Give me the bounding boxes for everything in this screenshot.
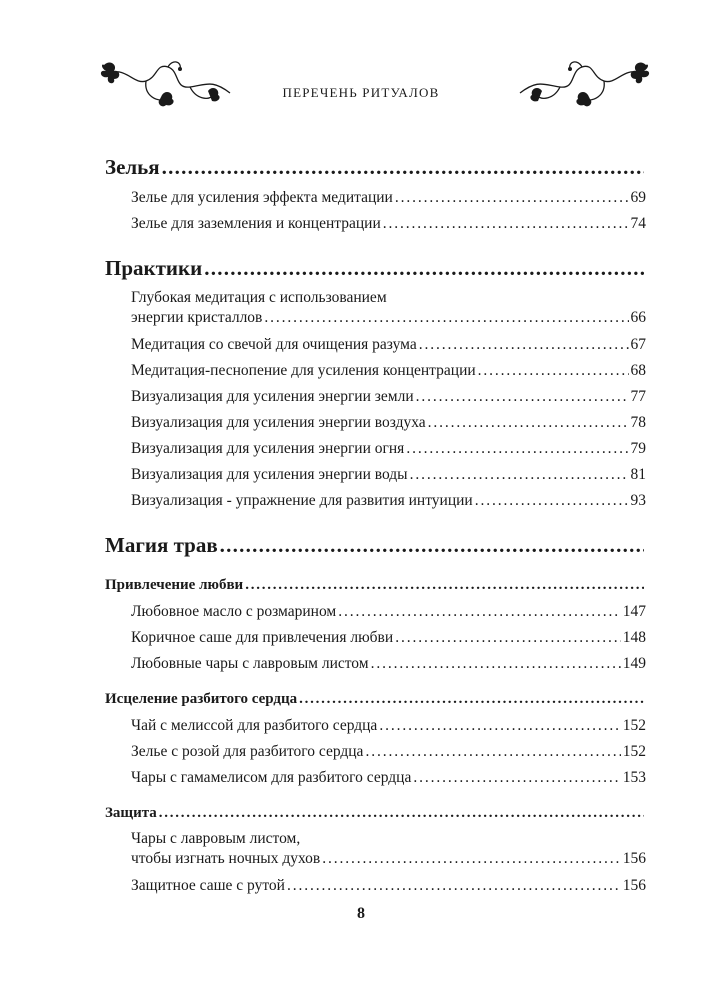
entry-page: 81 — [630, 466, 646, 483]
toc-entry — [105, 765, 646, 791]
toc-entry — [105, 599, 646, 625]
entry-page: 148 — [622, 629, 646, 646]
toc-entry — [105, 739, 646, 765]
subsection-title: Привлечение любви — [105, 577, 244, 593]
toc-entry — [105, 358, 646, 384]
leader-dots — [416, 384, 629, 410]
leader-dots — [428, 410, 629, 436]
entry-title: Визуализация для усиления энергии воды — [131, 466, 408, 483]
entry-page: 74 — [630, 215, 646, 232]
leader-dots — [245, 571, 644, 599]
leader-dots — [365, 739, 620, 765]
entry-title: Чары с гамамелисом для разбитого сердца — [131, 769, 412, 786]
toc-entry — [105, 410, 646, 436]
toc-entry — [105, 827, 646, 873]
leader-dots — [338, 599, 621, 625]
leader-dots — [383, 211, 629, 237]
entry-title: Визуализация для усиления энергии земли — [131, 388, 414, 405]
leader-dots — [395, 625, 621, 651]
leader-dots — [299, 685, 644, 713]
leader-dots — [162, 150, 644, 185]
entry-title: Любовные чары с лавровым листом — [131, 655, 369, 672]
entry-title: Визуализация для усиления энергии огня — [131, 440, 405, 457]
entry-page: 152 — [622, 743, 646, 760]
entry-title: Зелье с розой для разбитого сердца — [131, 743, 364, 760]
toc-entry — [105, 286, 646, 332]
entry-title-line1: Чары с лавровым листом, — [131, 830, 301, 847]
entry-page: 66 — [630, 309, 646, 326]
toc-section-heading — [105, 528, 646, 563]
entry-page: 149 — [622, 655, 646, 672]
entry-title: Зелье для усиления эффекта медитации — [131, 189, 393, 206]
section-title: Зелья — [105, 155, 160, 179]
leader-dots — [410, 462, 629, 488]
toc-entry — [105, 436, 646, 462]
table-of-contents — [105, 150, 646, 899]
leader-dots — [287, 873, 621, 899]
subsection-title: Защита — [105, 805, 157, 821]
entry-title: Чай с мелиссой для разбитого сердца — [131, 717, 378, 734]
entry-page: 69 — [630, 189, 646, 206]
entry-title: Визуализация - упражнение для развития интуиции — [131, 492, 473, 509]
leader-dots — [220, 528, 644, 563]
entry-page: 93 — [630, 492, 646, 509]
leader-dots — [379, 713, 620, 739]
toc-entry — [105, 651, 646, 677]
leader-dots — [413, 765, 620, 791]
toc-entry — [105, 211, 646, 237]
toc-entry — [105, 713, 646, 739]
entry-title: чтобы изгнать ночных духов — [131, 850, 321, 867]
toc-subsection-heading — [105, 571, 646, 599]
leader-dots — [419, 332, 629, 358]
leader-dots — [322, 849, 621, 869]
entry-page: 156 — [622, 850, 646, 867]
running-title: ПЕРЕЧЕНЬ РИТУАЛОВ — [282, 85, 440, 100]
toc-entry — [105, 332, 646, 358]
entry-title: Любовное масло с розмарином — [131, 603, 337, 620]
toc-entry — [105, 384, 646, 410]
entry-title: энергии кристаллов — [131, 309, 263, 326]
subsection-title: Исцеление разбитого сердца — [105, 691, 298, 707]
entry-title: Визуализация для усиления энергии воздуха — [131, 414, 426, 431]
entry-page: 153 — [622, 769, 646, 786]
toc-entry — [105, 488, 646, 514]
entry-title: Медитация-песнопение для усиления концентрации — [131, 362, 476, 379]
entry-title: Защитное саше с рутой — [131, 877, 285, 894]
leader-dots — [159, 799, 644, 827]
entry-page: 79 — [630, 440, 646, 457]
toc-entry — [105, 873, 646, 899]
leader-dots — [406, 436, 628, 462]
page-header — [0, 55, 722, 115]
entry-page: 78 — [630, 414, 646, 431]
leader-dots — [264, 308, 628, 328]
leader-dots — [371, 651, 621, 677]
toc-entry — [105, 625, 646, 651]
entry-page: 67 — [630, 336, 646, 353]
entry-page: 147 — [622, 603, 646, 620]
leader-dots — [395, 185, 629, 211]
toc-entry — [105, 185, 646, 211]
leader-dots — [204, 251, 644, 286]
entry-title-line1: Глубокая медитация с использованием — [131, 289, 387, 306]
entry-title: Зелье для заземления и концентрации — [131, 215, 381, 232]
entry-page: 152 — [622, 717, 646, 734]
page-number: 8 — [357, 905, 365, 922]
entry-page: 68 — [630, 362, 646, 379]
toc-entry — [105, 462, 646, 488]
leader-dots — [475, 488, 629, 514]
section-title: Магия трав — [105, 533, 218, 557]
leader-dots — [478, 358, 629, 384]
toc-subsection-heading — [105, 685, 646, 713]
section-title: Практики — [105, 256, 203, 280]
toc-section-heading — [105, 150, 646, 185]
entry-title: Медитация со свечой для очищения разума — [131, 336, 417, 353]
entry-page: 77 — [630, 388, 646, 405]
toc-section-heading — [105, 251, 646, 286]
entry-page: 156 — [622, 877, 646, 894]
toc-subsection-heading — [105, 799, 646, 827]
entry-title: Коричное саше для привлечения любви — [131, 629, 394, 646]
